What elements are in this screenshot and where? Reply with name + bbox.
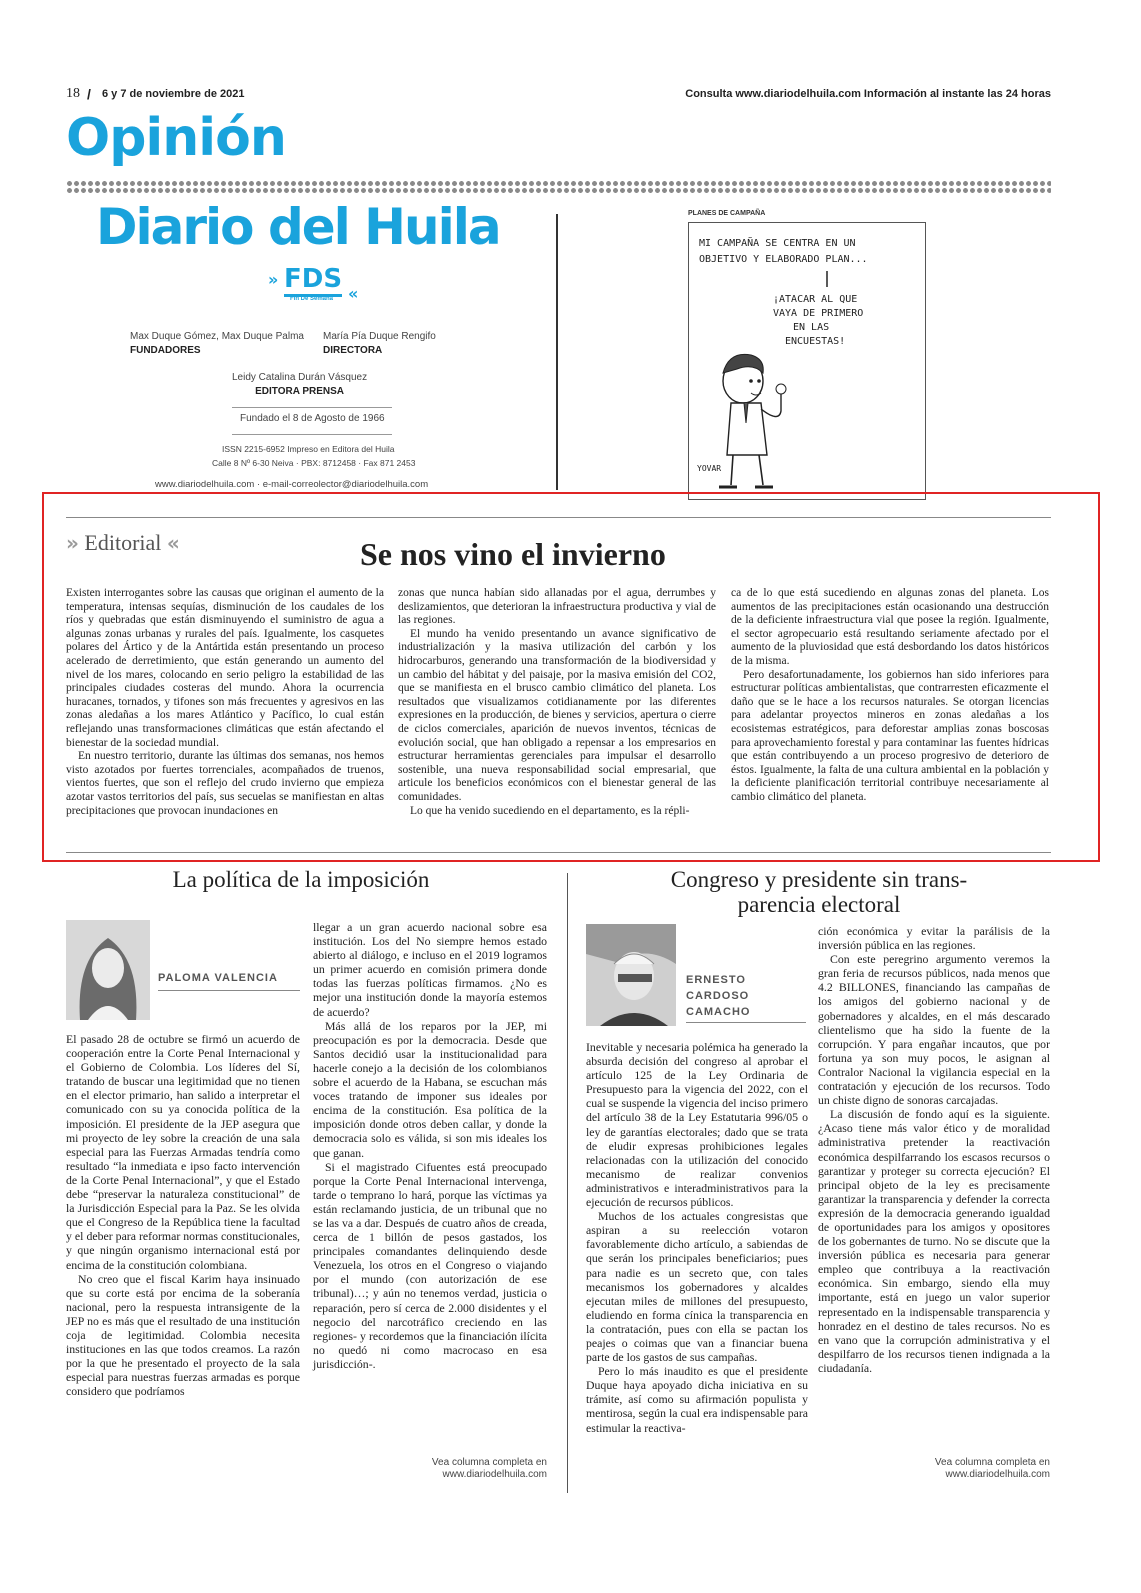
page-header-bar — [66, 86, 1051, 102]
chevron-right-icon: » — [66, 531, 79, 555]
page-number-slash: / — [87, 86, 91, 102]
web-email-line: www.diariodelhuila.com · e-mail-correolector@diariodelhuila.com — [155, 479, 429, 490]
read-more-label: Vea columna completa en — [431, 1457, 547, 1468]
issn-line: ISSN 2215-6952 Impreso en Editora del Huila — [222, 444, 395, 454]
cartoon-signature: YOVAR — [697, 464, 722, 473]
editor-credit — [232, 372, 367, 397]
founders-role: FUNDADORES — [130, 345, 201, 356]
column-left-text-1 — [66, 1032, 300, 1398]
founders-names: Max Duque Gómez, Max Duque Palma — [130, 331, 304, 342]
paragraph: Pero lo más inaudito es que el presidente Duque haya apoyado dicha iniciativa en su trámite, así como su afirmación populista y mentirosa, según la cual era indispensable para estimular la reactiva- — [586, 1364, 808, 1435]
read-more-link[interactable]: www.diariodelhuila.com — [945, 1469, 1050, 1480]
column-right-text-2 — [818, 924, 1050, 1375]
paragraph: Si el magistrado Cifuentes está preocupado porque la Corte Penal Internacional intervenga, tarde o temprano lo hará, porque las víctimas ya están reclamando justicia, de un tribunal que no se las va a dar. Después de cuatro años de creada, cerca de 1 billón de pesos gastados, los principales comandantes delinquiendo desde Venezuela, los otros en el Congreso o viajando por el mundo (con autorización de ese tribunal)…; y aún no tenemos verdad, justicia o reparación, pero sí cerca de 2.000 disidentes y el negocio del narcotráfico creciendo en las regiones- y recordemos que la financiación ilícita no quedó ni como macrocaso en esa jurisdicción-. — [313, 1159, 547, 1371]
author-portrait — [66, 920, 150, 1020]
paragraph: ca de lo que está sucediendo en algunas zonas del planeta. Los aumentos de las precipitaciones están ocasionando una destrucción de la deficiente infraestructura vial que posee la región. Igualmente, el sector agropecuario está resultando seriamente afectado por el aumento de la pluviosidad que está desbordando los datos históricos de la misma. — [731, 587, 1049, 667]
author-name-line: CAMACHO — [686, 1006, 751, 1018]
paragraph: Con este peregrino argumento veremos la gran feria de recursos públicos, nada menos que 4.2 BILLONES, financiando las campañas de los amigos del gobierno nacional y de gobernadores y alcaldes, en el más descarado clientelismo que ha sido la fuente de la corrupción. Y para engañar incautos, que por fortuna ya son muy pocos, le asignan al Contralor Nacional la vigilancia especial en la contratación y ejecución de los recursos. Todo un chiste digno de sonoras carcajadas. — [818, 952, 1050, 1108]
cartoon-frame — [688, 222, 926, 500]
page-number: 18 — [66, 86, 80, 101]
credit-divider — [232, 434, 392, 435]
read-more-link[interactable]: www.diariodelhuila.com — [442, 1469, 547, 1480]
paragraph: Pero desafortunadamente, los gobiernos han sido inferiores para estructurar políticas ambientalistas, que contrarresten eficazmente el daño que se le hace a los recursos naturales. Se otorgan licencias para adelantar proyectos mineros en zonas aledañas a los ecosistemas estratégicos, para deforestar amplias zonas boscosas para aprovechamiento forestal y para contaminar las fuentes hídricas que están contribuyendo a un proceso progresivo de deterioro de éstos. Igualmente, la falta de una cultura ambiental en la población y la deficiente planificación territorial contribuye necesariamente al cambio climático del planeta. — [731, 668, 1049, 803]
director-role: DIRECTORA — [323, 345, 383, 356]
editorial-column-1 — [66, 587, 384, 818]
column-headline-left: La política de la imposición — [172, 867, 430, 892]
chevron-right-icon: » — [268, 270, 279, 289]
chevron-left-icon: « — [166, 531, 180, 555]
credit-divider — [232, 407, 392, 408]
editorial-bottom-rule — [66, 852, 1051, 853]
author-rule — [158, 990, 300, 991]
cartoon-text: OBJETIVO Y ELABORADO PLAN... — [699, 254, 868, 265]
paragraph: Muchos de los actuales congresistas que aspiran a su reelección votaron favorablemente dicho artículo, a sabiendas de que serán los principales beneficiarios; pues para nadie es un secreto que, con tales mecanismos los gobernadores y alcaldes ejecutan miles de millones del presupuesto, eludiendo en forma cínica la transparencia en la contratación, pues con ella se pactan los peajes o coimas que van a financiar buena parte de los gastos de sus campañas. — [586, 1209, 808, 1365]
author-portrait — [586, 924, 676, 1026]
paragraph: En nuestro territorio, durante las últimas dos semanas, nos hemos visto azotados por fuertes torrenciales, acompañados de truenos, vientos fuertes, que son el reflejo del crudo invierno que empieza azotar vastos territorios del país, sus secuelas se manifiestan en altas precipitaciones que provocan inundaciones en — [66, 750, 384, 817]
paragraph: Más allá de los reparos por la JEP, mi preocupación es por la democracia. Desde que Santos decidió usar la institucionalidad para hacerle conejo a la decisión de los colombianos sobre el acuerdo de la Habana, se escuchan más voces tratando de imponer sus ideales por encima de la constitución. Esa política de la imposición donde otros deben callar, y donde la democracia solo es válida, si son mis ideales los que ganan. — [313, 1018, 547, 1160]
paragraph: ción económica y evitar la parálisis de la inversión pública en las regiones. — [818, 924, 1050, 953]
cartoon-text: ENCUESTAS! — [785, 336, 846, 347]
author-photo-left — [66, 920, 150, 1020]
author-name-line: ERNESTO — [686, 974, 746, 986]
editorial-column-2 — [398, 587, 716, 818]
paragraph: No creo que el fiscal Karim haya insinuado que su corte está por encima de la soberanía nacional, pero la respuesta intransigente de la JEP no es más que el resultado de una institución coja de legitimidad. Colombia necesita instituciones en las que todos creamos. La razón por la que he presentado el proyecto de la sala especial para nuestras fuerzas armadas es porque considero que podríamos — [66, 1271, 300, 1399]
cartoon — [688, 210, 928, 500]
cartoon-text: EN LAS — [793, 322, 830, 333]
author-rule — [686, 1022, 806, 1023]
editor-role: EDITORA PRENSA — [255, 386, 344, 397]
fds-logo-subtitle: Fin De Semana — [290, 296, 334, 302]
paragraph: Lo que ha venido sucediendo en el departamento, es la répli- — [410, 804, 690, 817]
consult-line: Consulta www.diariodelhuila.com Información al instante las 24 horas — [685, 88, 1051, 100]
masthead-vertical-rule — [556, 214, 558, 490]
address-line: Calle 8 Nº 6-30 Neiva · PBX: 8712458 · Fax 871 2453 — [212, 458, 416, 468]
editorial-tag-label: Editorial — [84, 530, 162, 555]
author-photo-right — [586, 924, 676, 1026]
read-more-left — [313, 1457, 547, 1481]
paragraph: La discusión de fondo aquí es la siguiente. ¿Acaso tiene más valor ético y de moralidad administrativa pretender la reactivación económica despilfarrando los escasos recursos o garantizar y proteger su correcta ejecución? El principal objeto de la ley es precisamente garantizar la transparencia y defender la correcta expresión de la democracia generando igualdad de oportunidades para los amigos y opositores de los gobernantes de turno. No se discute que la inversión pública es necesaria para generar empleo que contribuya a la reactivación económica. Sin embargo, siendo ella muy importante, está en juego un valor superior representado en la indispensable transparencia y honradez en el destino de tales recursos. No es en vano que la corrupción administrativa y el despilfarro de los recursos tienen indignada a la ciudadanía. — [818, 1107, 1050, 1375]
editorial-headline: Se nos vino el invierno — [360, 536, 666, 572]
editorial-column-3 — [731, 587, 1049, 805]
headline-line: parencia electoral — [737, 892, 901, 917]
paragraph: zonas que nunca habían sido allanadas por el agua, derrumbes y deslizamientos, que deterioran la infraestructura productiva y vial de las regiones. — [398, 587, 716, 627]
paragraph: El pasado 28 de octubre se firmó un acuerdo de cooperación entre la Corte Penal Internacional y el Gobierno de Colombia. Los líderes del Sí, tratando de buscar una legitimidad que no tienen en el elector primario, han salido a interpretar el comunicado con su ya conocida política de la imposición. El presidente de la JEP asegura que mi proyecto de ley sobre la creación de una sala especial para las Fuerzas Armadas tendría como resultado “la inmediata e ipso facto intervención de la Corte Penal Internacional”, y que el Estado debe “preservar la naturaleza constitucional” de la Jurisdicción Especial para la Paz. Se les olvida que el Congreso de la República tiene la facultad y el deber para reformar normas constitucionales, y que ningún organismo internacional está por encima de la constitución colombiana. — [66, 1032, 300, 1272]
author-name-right — [686, 972, 750, 1020]
paragraph: Inevitable y necesaria polémica ha generado la absurda decisión del congreso al aprobar el artículo 125 de la Ley Ordinaria de Presupuesto para la vigencia del 2022, con el cual se suspende la vigencia del inciso primero del artículo 38 de la Ley Estatutaria 996/05 o ley de garantías electorales; dado que se trata de eludir expresas prohibiciones legales relacionadas con la utilización del conocido mecanismo de realizar convenios administrativos e interadministrativos para la ejecución de recursos públicos. — [586, 1040, 808, 1210]
column-divider — [567, 873, 568, 1493]
editorial-tag — [66, 530, 180, 556]
founded-date: Fundado el 8 de Agosto de 1966 — [240, 413, 385, 424]
author-name-left: PALOMA VALENCIA — [158, 972, 278, 984]
paragraph: El mundo ha venido presentando un avance significativo de industrialización y la masiva utilización del carbón y los hidrocarburos, generando una transformación de la biodiversidad y un cambio del hábitat y del paisaje, por la masiva emisión del CO2, que se manifiesta en el brusco cambio climático del planeta. Los resultados que visualizamos cotidianamente por las diferentes expresiones en la producción, de bienes y servicios, apertura o cierre de ciclos comerciales, aparición de nuevos inventos, técnicas de evolución social, que han obligado a repensar a los empresarios en estructurar herramientas gerenciales para impulsar el desarrollo sostenible, una nueva responsabilidad social empresarial, que articule los beneficios económicos con el bienestar general de las comunidades. — [398, 627, 716, 803]
paragraph: Existen interrogantes sobre las causas que originan el aumento de la temperatura, intensas sequías, disminución de los caudales de los ríos y quebradas que están disminuyendo el suministro de agua a algunas zonas urbanas y rurales del país. Igualmente, los casquetes polares del Ártico y de la Antártida están presentando un proceso acelerado de derretimiento, que están generando un aumento del nivel de los mares, colocando en serio peligro la estabilidad de las principales ciudades costeras del mundo. Ahora la ocurrencia huracanes, tornados, y tifones son más frecuentes y agresivos en las zonas aledañas a los mares Atlántico y Pacífico, lo cual están reflejando unas transformaciones climáticas que están afectando el bienestar de la sociedad mundial. — [66, 587, 384, 749]
read-more-right — [818, 1457, 1050, 1481]
fds-logo — [268, 262, 364, 308]
column-headline-right — [586, 867, 1052, 917]
cartoon-text: MI CAMPAÑA SE CENTRA EN UN — [699, 238, 856, 249]
director-credit — [323, 331, 436, 356]
cartoon-drawing — [689, 223, 927, 501]
cartoon-label: PLANES DE CAMPAÑA — [688, 210, 766, 217]
read-more-label: Vea columna completa en — [934, 1457, 1050, 1468]
cartoon-text: VAYA DE PRIMERO — [773, 308, 864, 319]
paragraph: llegar a un gran acuerdo nacional sobre esa institución. Los del No siempre hemos estado abierto al diálogo, e incluso en el 2019 logramos un primer acuerdo en comisión primera donde todas las fuerzas políticas firmamos. ¿No es mejor una institución donde la mayoría estemos de acuerdo? — [313, 920, 547, 1019]
column-left-text-2 — [313, 920, 547, 1371]
dotted-divider — [66, 180, 1051, 194]
editorial-top-rule — [66, 517, 1051, 518]
cartoon-text: ¡ATACAR AL QUE — [773, 294, 858, 305]
author-name-line: CARDOSO — [686, 990, 750, 1002]
founders-credit — [130, 331, 304, 356]
chevron-left-icon: « — [348, 284, 359, 303]
director-name: María Pía Duque Rengifo — [323, 331, 436, 342]
editor-name: Leidy Catalina Durán Vásquez — [232, 372, 368, 383]
column-right-text-1 — [586, 1040, 808, 1435]
fds-logo-text: FDS — [284, 264, 342, 297]
issue-date: 6 y 7 de noviembre de 2021 — [102, 88, 245, 100]
newspaper-logo: Diario del Huila — [96, 198, 500, 256]
headline-line: Congreso y presidente sin trans- — [670, 867, 968, 892]
section-title: Opinión — [66, 108, 286, 168]
